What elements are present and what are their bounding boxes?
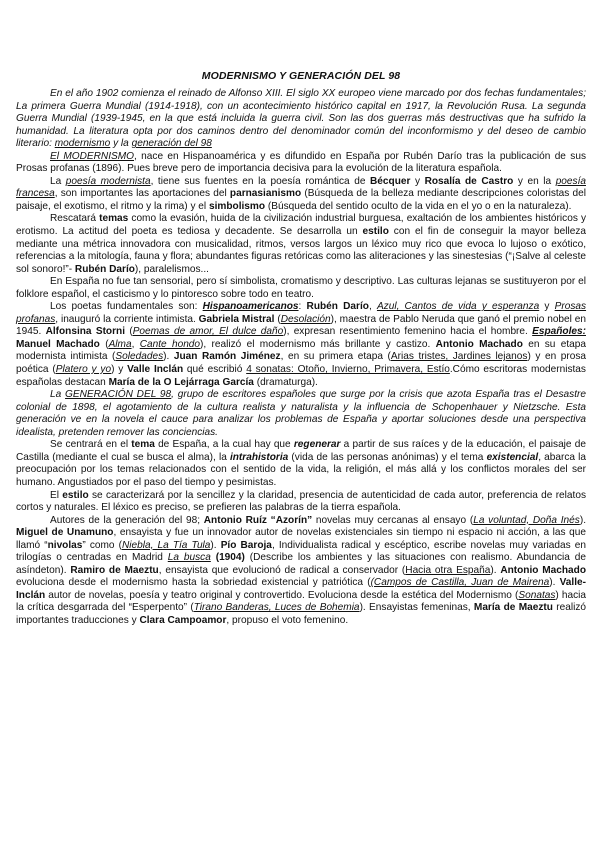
text-run: poesía francesa	[16, 175, 586, 200]
text-run: María de Maeztu	[473, 602, 553, 614]
text-run: Tirano Banderas, Luces de Bohemia	[193, 602, 360, 614]
text-run: (	[99, 338, 109, 350]
text-run: existencial	[486, 451, 539, 463]
text-run: Autores de la generación del 98;	[50, 514, 204, 526]
text-run: Antonio Machado	[500, 564, 587, 576]
paragraph-generacion98-themes	[16, 439, 586, 489]
text-run: ).	[210, 539, 221, 551]
text-run: ) y	[111, 364, 128, 376]
text-run: estilo	[62, 489, 89, 501]
text-run: Ramiro de Maeztu	[70, 564, 159, 576]
text-run: , ensayista y fue un innovador autor de novelas existenciales sin tiempo ni espacio ni acción, a las que llamó “	[16, 527, 587, 551]
text-run: Azul, Cantos de vida y esperanza	[376, 301, 540, 313]
text-run: realizó importantes traducciones y	[16, 602, 587, 626]
text-run: Manuel Machado	[16, 338, 100, 350]
text-run: :	[298, 301, 307, 313]
text-run: ), expresan resentimiento femenino hacia el hombre.	[283, 326, 533, 338]
text-run: Desolación	[280, 313, 331, 325]
text-run: generación del 98	[131, 138, 212, 150]
text-run: (Búsqueda de la belleza mediante descripciones coloristas del paisaje, el exotismo, el ritmo y la rima) y el	[16, 188, 587, 212]
text-run: Clara Campoamor	[139, 614, 227, 626]
text-run: Los poetas fundamentales son:	[50, 301, 203, 313]
text-run: y la	[110, 138, 132, 150]
text-run: ” como (	[82, 539, 122, 551]
text-run: Prosas profanas	[16, 301, 587, 325]
text-run: (Describe los ambientes y las situaciones con realismo. Abundancia de asíndeton).	[16, 552, 586, 576]
text-run: Bécquer	[370, 175, 411, 187]
text-run: nivolas	[47, 539, 83, 551]
text-run: Pío Baroja	[220, 539, 272, 551]
text-run: La voluntad, Doña Inés	[473, 514, 580, 526]
text-run: (Campos de Castilla, Juan de Mairena	[370, 577, 550, 589]
text-run: , tiene sus fuentes en la poesía romántica de	[150, 175, 371, 187]
text-run: Rescatará	[50, 213, 100, 225]
document-title: MODERNISMO Y GENERACIÓN DEL 98	[201, 70, 401, 82]
text-run: En España no fue tan sensorial, pero sí simbolista, cromatismo y descriptivo. Las culturas lejanas se sustituyeron por el folklore español, el casticismo y lo pintoresco sobre todo en teatro.	[16, 276, 586, 300]
text-run: , grupo de escritores españoles que surge por la crisis que azota España tras el Desastre colonial de 1898, el agotamiento de la cultura realista y naturalista y la influencia de Schopenhauer y Nietzsche. Esta generación ve en la novela el cauce para analizar los problemas de España y aportar soluciones desde una perspectiva idealista, pretenden remover las conciencias.	[16, 389, 586, 438]
text-run: Soledades	[115, 351, 164, 363]
text-run: en su etapa modernista intimista (	[16, 338, 587, 363]
text-run: Platero y yo	[55, 364, 112, 376]
text-run: Valle Inclán	[127, 364, 184, 376]
paragraph-generacion98-authors	[16, 515, 586, 628]
text-run: qué escribió	[183, 364, 247, 376]
text-run: , Individualista radical y escéptico, escribe novelas muy variadas en trilogías o centradas en Madrid	[16, 539, 587, 564]
text-run: (Búsqueda del sentido oculto de la vida en el yo o en la naturaleza).	[265, 200, 572, 212]
text-run: La	[50, 175, 66, 187]
text-run: autor de novelas, poesía y teatro original y controvertido. Evoluciona desde la estética del Modernismo (	[45, 589, 519, 601]
paragraph-modernismo-themes-style	[16, 213, 586, 276]
text-run: ,	[368, 301, 377, 313]
text-run: se caracterizará por la sencillez y la claridad, presencia de autenticidad de cada autor, preferencia de relatos cortos y naturales. El léxico es preciso, se prefieren las palabras de la tierra española.	[16, 489, 586, 514]
text-run: ).	[490, 564, 501, 576]
text-run: Alma	[108, 338, 132, 350]
paragraph-modernismo-poets	[16, 301, 586, 389]
text-run: La busca	[167, 552, 211, 564]
text-run: Antonio Machado	[435, 338, 523, 350]
paragraph-modernismo-spain	[16, 276, 586, 301]
text-run: a partir de sus raíces y de la educación, el paisaje de Castilla (mediante el cual se busca el alma), la	[16, 439, 586, 463]
text-run: parnasianismo	[229, 188, 302, 200]
text-run: , inauguró la corriente intimista.	[55, 313, 199, 325]
text-run: ), realizó el modernismo más brillante y castizo.	[200, 338, 436, 350]
text-run: intrahistoria	[229, 451, 289, 463]
text-run: En el año 1902 comienza el reinado de Alfonso XIII. El siglo XX europeo viene marcado por dos fechas fundamentales; La primera Guerra Mundial (1914-1918), con un acontecimiento histórico capital en 1917, la Revolución Rusa. La segunda Guerra Mundial (1939-1945, en la que está incluida la guerra civil. Son las dos guerras más destructivas que ha sufrido la humanidad. La literatura opta por dos caminos dentro del denominador común del inconformismo y del deseo de cambio literario:	[16, 88, 586, 150]
text-run: Rubén Darío	[306, 301, 369, 313]
text-run: , ensayista que evolucionó de radical a conservador (	[158, 564, 406, 576]
text-run: (dramaturga).	[253, 376, 318, 388]
text-run: Antonio Ruíz “Azorín”	[203, 514, 313, 526]
text-run: simbolismo	[208, 200, 266, 212]
text-run: Valle-Inclán	[16, 577, 586, 601]
text-run: ) y en prosa poética (	[16, 351, 586, 376]
text-run: ), maestra de Pablo Neruda que ganó el premio nobel en 1945.	[16, 313, 586, 338]
text-run: y	[410, 175, 425, 187]
document-page	[16, 70, 586, 628]
text-run: temas	[99, 213, 129, 225]
paragraph-modernismo-definition	[16, 151, 586, 176]
text-run: María de la O Lejárraga García	[108, 376, 254, 388]
paragraph-generacion98-style	[16, 490, 586, 515]
text-run: Rosalía de Castro	[424, 175, 514, 187]
text-run: , abarca la preocupación por los temas relacionados con el sentido de la vida, la religión, el más allá y los conflictos morales del ser humano. Angustiados por el paso del tiempo y pesimistas.	[16, 451, 586, 488]
text-run: ), paralelismos...	[134, 263, 209, 275]
text-run: (1904)	[215, 552, 245, 564]
text-run: ).	[579, 514, 586, 526]
text-run: ,	[131, 338, 140, 350]
text-run: Poemas de amor, El dulce daño	[132, 326, 284, 338]
text-run: , en su primera etapa (	[280, 351, 391, 363]
text-run: Cante hondo	[139, 338, 201, 350]
text-run: tema	[131, 439, 155, 451]
text-run: novelas muy cercanas al ensayo (	[312, 514, 474, 526]
text-run: modernismo	[54, 138, 111, 150]
text-run: Gabriela Mistral	[198, 313, 275, 325]
text-run: Arias tristes, Jardines lejanos	[390, 351, 528, 363]
text-run: Españoles:	[532, 326, 586, 338]
text-run: ).	[163, 351, 174, 363]
paragraph-generacion98-definition	[16, 389, 586, 439]
text-run: Niebla, La Tía Tula	[121, 539, 211, 551]
text-run: Sonatas	[518, 589, 556, 601]
text-run: , propuso el voto femenino.	[226, 614, 349, 626]
text-run: (	[274, 313, 281, 325]
text-run: ).	[549, 577, 560, 589]
text-run: El MODERNISMO	[50, 150, 134, 162]
text-run: .Cómo escritoras modernistas españolas destacan	[16, 364, 586, 388]
text-run: como la evasión, huida de la civilización industrial burguesa, exaltación de los ambientes históricos y erotismo. La actitud del poeta es tediosa y decadente. Se desarrolla un	[16, 213, 587, 238]
text-run: (vida de las personas anónimas) y el tema	[288, 451, 487, 463]
text-run: Hispanoamericanos	[202, 301, 299, 313]
text-run: Alfonsina Storni	[45, 326, 126, 338]
text-run: evoluciona desde el modernismo hasta la sobriedad existencial y patriótica (	[16, 577, 371, 589]
text-run: y en la	[513, 175, 556, 187]
paragraph-modernismo-sources	[16, 176, 586, 214]
text-run: ). Ensayistas femeninas,	[359, 602, 474, 614]
text-run: estilo	[362, 226, 389, 238]
text-run: de España, a la cual hay que	[154, 439, 294, 451]
text-run: regenerar	[293, 439, 341, 451]
text-run: , nace en Hispanoamérica y es difundido en España por Rubén Darío tras la publicación de sus Prosas profanas (1896). Pues breve pero de importancia decisiva para la evolución de la literatura española.	[16, 150, 586, 175]
text-run: GENERACIÓN DEL 98	[65, 389, 172, 401]
text-run: Hacia otra España	[405, 564, 491, 576]
text-run: , son importantes las aportaciones del	[54, 188, 230, 200]
text-run: ) hacia la crítica desgarrada del “Esperpento” (	[16, 589, 587, 614]
text-run: (	[125, 326, 133, 338]
text-run: poesía modernista	[65, 175, 151, 187]
text-run: y	[539, 301, 555, 313]
text-run: Juan Ramón Jiménez	[173, 351, 281, 363]
text-run: con el fin de conseguir la mayor belleza mediante una métrica innovadora con musicalidad, ritmos, versos largos un léxico muy rico que evoca lo lujoso o exótico, referencias a la mitología, fauna y flora; abundantes figuras retóricas como las aliteraciones y las sinestesias (“¡Salve al celeste sol sonoro!”-	[16, 226, 586, 275]
text-run: La	[50, 389, 66, 401]
text-run: Rubén Darío	[74, 263, 135, 275]
text-run: El	[50, 489, 63, 501]
paragraph-intro	[16, 88, 586, 151]
text-run: Se centrará en el	[50, 439, 132, 451]
text-run: Miguel de Unamuno	[16, 527, 114, 539]
text-run: 4 sonatas: Otoño, Invierno, Primavera, Estío	[246, 364, 450, 376]
